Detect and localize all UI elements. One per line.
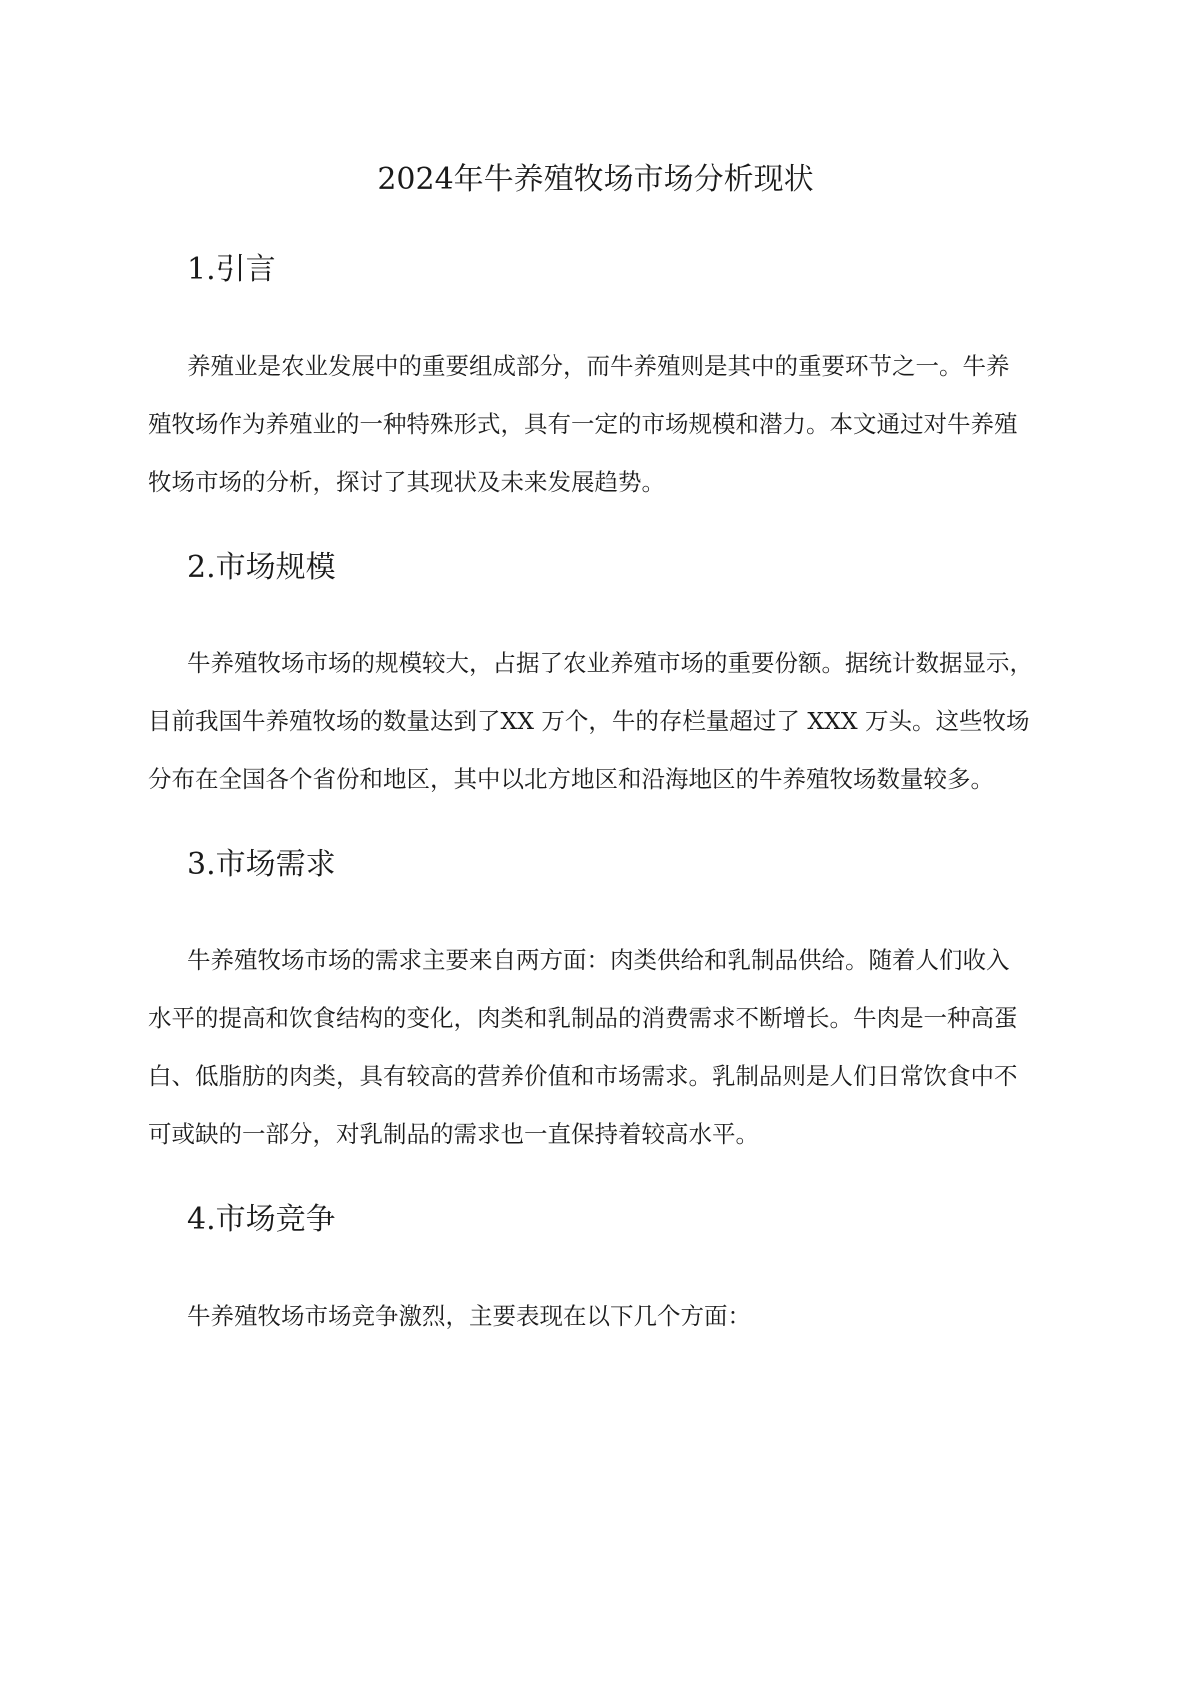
paragraph-line: 牧场市场的分析，探讨了其现状及未来发展趋势。 bbox=[148, 468, 665, 496]
paragraph-line: 水平的提高和饮食结构的变化，肉类和乳制品的消费需求不断增长。牛肉是一种高蛋 bbox=[148, 1004, 1018, 1032]
paragraph-line: 可或缺的一部分，对乳制品的需求也一直保持着较高水平。 bbox=[148, 1120, 759, 1148]
section-heading-market-demand: 3.市场需求 bbox=[187, 847, 336, 882]
section-heading-introduction: 1.引言 bbox=[187, 252, 276, 287]
section-paragraph-market-size bbox=[148, 634, 1078, 808]
section-paragraph-market-demand bbox=[148, 931, 1078, 1163]
section-heading-market-competition: 4.市场竞争 bbox=[187, 1202, 336, 1237]
paragraph-line: 白、低脂肪的肉类，具有较高的营养价值和市场需求。乳制品则是人们日常饮食中不 bbox=[148, 1062, 1018, 1090]
paragraph-line: 养殖业是农业发展中的重要组成部分，而牛养殖则是其中的重要环节之一。牛养 bbox=[187, 352, 1010, 380]
paragraph-line: 分布在全国各个省份和地区，其中以北方地区和沿海地区的牛养殖牧场数量较多。 bbox=[148, 765, 994, 793]
paragraph-line: 牛养殖牧场市场的规模较大，占据了农业养殖市场的重要份额。据统计数据显示， bbox=[187, 649, 1033, 677]
paragraph-line: 殖牧场作为养殖业的一种特殊形式，具有一定的市场规模和潜力。本文通过对牛养殖 bbox=[148, 410, 1018, 438]
section-paragraph-market-competition bbox=[148, 1287, 1078, 1345]
paragraph-line: 目前我国牛养殖牧场的数量达到了XX 万个，牛的存栏量超过了 XXX 万头。这些牧场 bbox=[148, 707, 1030, 735]
document-title: 2024年牛养殖牧场市场分析现状 bbox=[377, 162, 814, 197]
paragraph-line: 牛养殖牧场市场竞争激烈，主要表现在以下几个方面： bbox=[187, 1302, 751, 1330]
section-heading-market-size: 2.市场规模 bbox=[187, 550, 336, 585]
paragraph-line: 牛养殖牧场市场的需求主要来自两方面：肉类供给和乳制品供给。随着人们收入 bbox=[187, 946, 1010, 974]
section-paragraph-introduction bbox=[148, 337, 1078, 511]
